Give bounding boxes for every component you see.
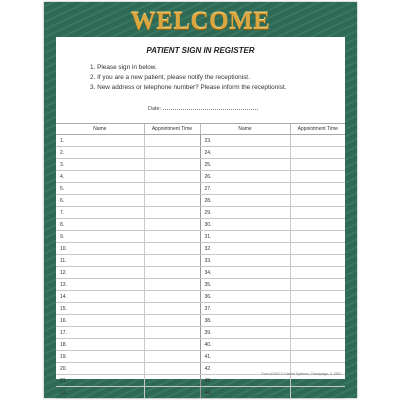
row-number-right[interactable]: 36. xyxy=(200,291,290,303)
date-underline xyxy=(163,109,258,110)
row-number-left[interactable]: 18. xyxy=(56,339,144,351)
appointment-time-cell[interactable] xyxy=(144,207,200,219)
appointment-time-cell[interactable] xyxy=(290,171,345,183)
appointment-time-cell[interactable] xyxy=(144,135,200,147)
row-number-left[interactable]: 12. xyxy=(56,267,144,279)
appointment-time-cell[interactable] xyxy=(290,255,345,267)
table-row xyxy=(56,279,345,291)
appointment-time-cell[interactable] xyxy=(144,363,200,375)
row-number-left[interactable]: 21. xyxy=(56,375,144,387)
appointment-time-cell[interactable] xyxy=(144,303,200,315)
instruction-item: 2. If you are a new patient, please notify the receptionist. xyxy=(90,74,250,81)
instruction-item: 1. Please sign in below. xyxy=(90,64,157,71)
table-row xyxy=(56,207,345,219)
appointment-time-cell[interactable] xyxy=(144,375,200,387)
appointment-time-cell[interactable] xyxy=(290,303,345,315)
appointment-time-cell[interactable] xyxy=(144,195,200,207)
column-header-appointment-time: Appointment Time xyxy=(144,124,200,135)
row-number-left[interactable]: 13. xyxy=(56,279,144,291)
row-number-left[interactable]: 22. xyxy=(56,387,144,399)
appointment-time-cell[interactable] xyxy=(144,315,200,327)
appointment-time-cell[interactable] xyxy=(144,183,200,195)
row-number-left[interactable]: 19. xyxy=(56,351,144,363)
sign-in-board xyxy=(44,2,357,398)
appointment-time-cell[interactable] xyxy=(144,387,200,399)
row-number-right[interactable]: 29. xyxy=(200,207,290,219)
appointment-time-cell[interactable] xyxy=(290,267,345,279)
table-row xyxy=(56,171,345,183)
row-number-right[interactable]: 33. xyxy=(200,255,290,267)
row-number-left[interactable]: 3. xyxy=(56,159,144,171)
appointment-time-cell[interactable] xyxy=(144,351,200,363)
form-footer: Form #1002 © Caseel Systems, Champaign, IL 1992 xyxy=(261,372,341,376)
row-number-left[interactable]: 9. xyxy=(56,231,144,243)
instruction-item: 3. New address or telephone number? Please inform the receptionist. xyxy=(90,84,287,91)
appointment-time-cell[interactable] xyxy=(290,243,345,255)
appointment-time-cell[interactable] xyxy=(290,291,345,303)
row-number-right[interactable]: 39. xyxy=(200,327,290,339)
instructions-list xyxy=(90,63,286,93)
appointment-time-cell[interactable] xyxy=(290,327,345,339)
row-number-right[interactable]: 30. xyxy=(200,219,290,231)
welcome-title: WELCOME xyxy=(130,8,271,35)
row-number-right[interactable]: 26. xyxy=(200,171,290,183)
register-subtitle: PATIENT SIGN IN REGISTER xyxy=(146,46,255,55)
row-number-right[interactable]: 25. xyxy=(200,159,290,171)
table-row xyxy=(56,339,345,351)
row-number-right[interactable]: 38. xyxy=(200,315,290,327)
register-table xyxy=(56,123,345,399)
row-number-left[interactable]: 16. xyxy=(56,315,144,327)
appointment-time-cell[interactable] xyxy=(290,183,345,195)
row-number-left[interactable]: 15. xyxy=(56,303,144,315)
appointment-time-cell[interactable] xyxy=(144,291,200,303)
row-number-left[interactable]: 6. xyxy=(56,195,144,207)
column-header-appointment-time: Appointment Time xyxy=(290,124,345,135)
date-label: Date: xyxy=(148,106,162,112)
row-number-right[interactable]: 40. xyxy=(200,339,290,351)
appointment-time-cell[interactable] xyxy=(144,159,200,171)
row-number-right[interactable]: 44. xyxy=(200,387,290,399)
row-number-left[interactable]: 5. xyxy=(56,183,144,195)
appointment-time-cell[interactable] xyxy=(144,279,200,291)
table-row xyxy=(56,327,345,339)
table-row xyxy=(56,387,345,399)
row-number-right[interactable]: 41. xyxy=(200,351,290,363)
row-number-right[interactable]: 31. xyxy=(200,231,290,243)
table-row xyxy=(56,267,345,279)
row-number-left[interactable]: 14. xyxy=(56,291,144,303)
row-number-left[interactable]: 10. xyxy=(56,243,144,255)
appointment-time-cell[interactable] xyxy=(290,195,345,207)
table-row xyxy=(56,219,345,231)
appointment-time-cell[interactable] xyxy=(290,231,345,243)
row-number-right[interactable]: 23. xyxy=(200,135,290,147)
appointment-time-cell[interactable] xyxy=(144,243,200,255)
row-number-left[interactable]: 2. xyxy=(56,147,144,159)
row-number-right[interactable]: 43. xyxy=(200,375,290,387)
appointment-time-cell[interactable] xyxy=(290,339,345,351)
register-sheet xyxy=(56,37,345,396)
appointment-time-cell[interactable] xyxy=(144,147,200,159)
row-number-left[interactable]: 7. xyxy=(56,207,144,219)
appointment-time-cell[interactable] xyxy=(290,375,345,387)
row-number-right[interactable]: 27. xyxy=(200,183,290,195)
row-number-left[interactable]: 11. xyxy=(56,255,144,267)
row-number-right[interactable]: 37. xyxy=(200,303,290,315)
table-row xyxy=(56,183,345,195)
register-rows xyxy=(56,135,345,399)
table-row xyxy=(56,351,345,363)
row-number-right[interactable]: 32. xyxy=(200,243,290,255)
table-row xyxy=(56,315,345,327)
appointment-time-cell[interactable] xyxy=(144,327,200,339)
appointment-time-cell[interactable] xyxy=(290,135,345,147)
appointment-time-cell[interactable] xyxy=(290,207,345,219)
table-row xyxy=(56,375,345,387)
appointment-time-cell[interactable] xyxy=(290,159,345,171)
table-row xyxy=(56,243,345,255)
appointment-time-cell[interactable] xyxy=(290,387,345,399)
table-row xyxy=(56,147,345,159)
row-number-left[interactable]: 8. xyxy=(56,219,144,231)
row-number-right[interactable]: 24. xyxy=(200,147,290,159)
appointment-time-cell[interactable] xyxy=(290,279,345,291)
table-row xyxy=(56,303,345,315)
row-number-right[interactable]: 28. xyxy=(200,195,290,207)
appointment-time-cell[interactable] xyxy=(144,267,200,279)
row-number-right[interactable]: 35. xyxy=(200,279,290,291)
row-number-left[interactable]: 4. xyxy=(56,171,144,183)
table-row xyxy=(56,159,345,171)
table-header-row xyxy=(56,124,345,135)
table-row xyxy=(56,195,345,207)
appointment-time-cell[interactable] xyxy=(144,255,200,267)
column-header-name: Name xyxy=(200,124,290,135)
row-number-right[interactable]: 34. xyxy=(200,267,290,279)
table-row xyxy=(56,135,345,147)
appointment-time-cell[interactable] xyxy=(290,147,345,159)
appointment-time-cell[interactable] xyxy=(144,231,200,243)
table-row xyxy=(56,255,345,267)
column-header-name: Name xyxy=(56,124,144,135)
row-number-left[interactable]: 20. xyxy=(56,363,144,375)
table-row xyxy=(56,231,345,243)
date-field[interactable] xyxy=(148,106,258,112)
appointment-time-cell[interactable] xyxy=(290,351,345,363)
appointment-time-cell[interactable] xyxy=(144,339,200,351)
appointment-time-cell[interactable] xyxy=(290,315,345,327)
appointment-time-cell[interactable] xyxy=(144,171,200,183)
row-number-right[interactable]: 42. xyxy=(200,363,290,375)
row-number-left[interactable]: 17. xyxy=(56,327,144,339)
appointment-time-cell[interactable] xyxy=(290,219,345,231)
appointment-time-cell[interactable] xyxy=(144,219,200,231)
table-row xyxy=(56,291,345,303)
row-number-left[interactable]: 1. xyxy=(56,135,144,147)
